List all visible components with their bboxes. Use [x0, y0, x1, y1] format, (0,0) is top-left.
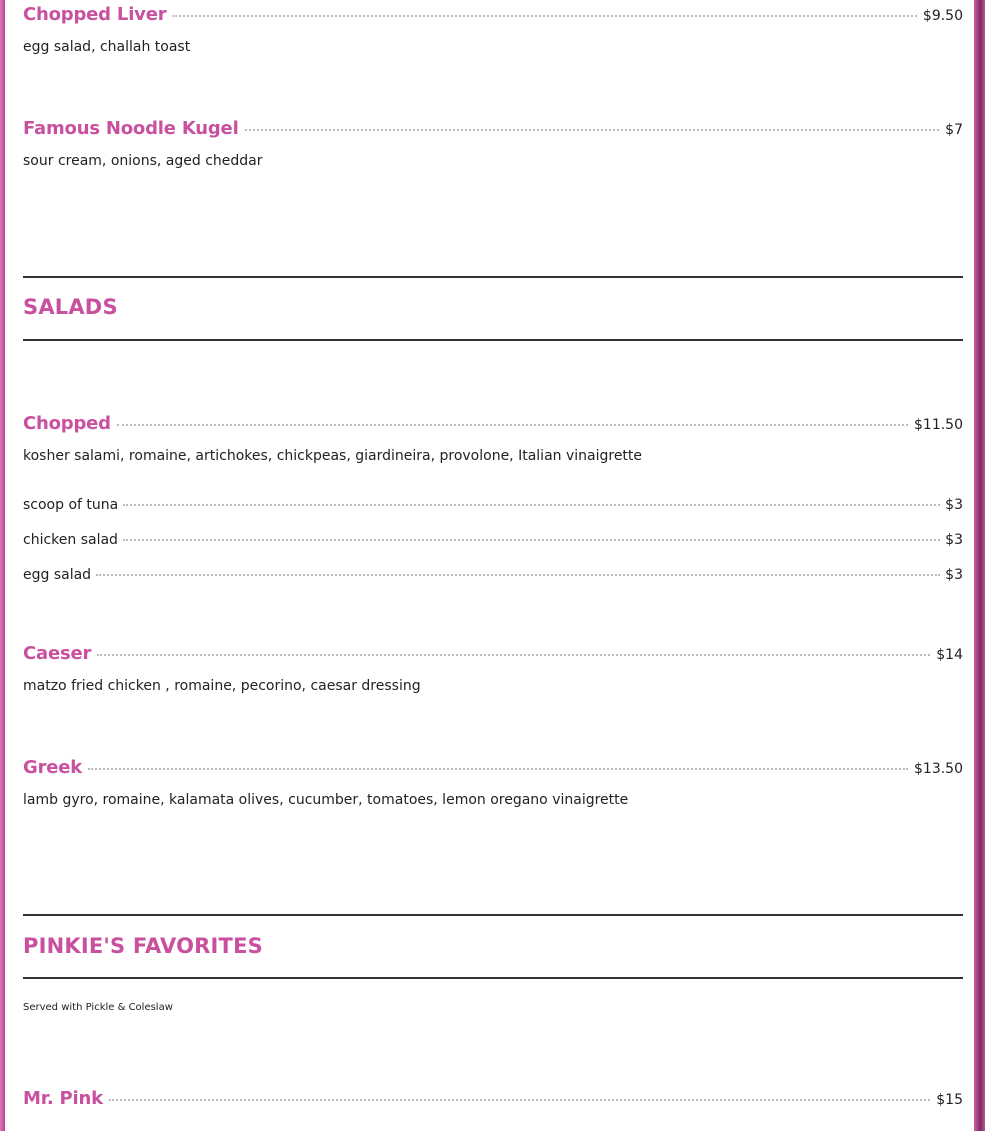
- menu-item-mr-pink: [23, 1088, 963, 1116]
- item-name: Mr. Pink: [23, 1088, 103, 1109]
- item-description: sour cream, onions, aged cheddar: [23, 153, 263, 169]
- dot-leader: [123, 504, 940, 506]
- menu-item-chopped-liver: [23, 4, 963, 55]
- dot-leader: [88, 768, 908, 770]
- menu-item-chopped: [23, 413, 963, 464]
- dot-leader: [123, 539, 940, 541]
- menu-page: [23, 0, 963, 1131]
- section-title-favorites: PINKIE'S FAVORITES: [23, 934, 263, 958]
- dot-leader: [172, 15, 917, 17]
- item-price: $13.50: [914, 761, 963, 777]
- dot-leader: [109, 1099, 930, 1101]
- section-title-salads: SALADS: [23, 295, 118, 319]
- item-description: matzo fried chicken , romaine, pecorino, caesar dressing: [23, 678, 421, 694]
- addon-price: $3: [945, 532, 963, 548]
- addon-name: scoop of tuna: [23, 497, 119, 513]
- item-name: Chopped Liver: [23, 4, 167, 25]
- dot-leader: [97, 654, 930, 656]
- dot-leader: [96, 574, 940, 576]
- item-name: Famous Noodle Kugel: [23, 118, 239, 139]
- left-frame-border: [0, 0, 5, 1131]
- item-name: Caeser: [23, 643, 92, 664]
- addon-name: egg salad: [23, 567, 92, 583]
- addon-row: [23, 497, 963, 517]
- right-frame-border: [974, 0, 985, 1131]
- addon-price: $3: [945, 567, 963, 583]
- addon-price: $3: [945, 497, 963, 513]
- section-rule-top: [23, 914, 963, 916]
- item-price: $11.50: [914, 417, 963, 433]
- item-description: kosher salami, romaine, artichokes, chickpeas, giardineira, provolone, Italian vinaigrette: [23, 448, 643, 464]
- section-rule-bottom: [23, 339, 963, 341]
- item-price: $15: [936, 1092, 963, 1108]
- menu-item-caeser: [23, 643, 963, 694]
- addon-row: [23, 567, 963, 587]
- item-price: $9.50: [922, 8, 963, 24]
- item-description: lamb gyro, romaine, kalamata olives, cucumber, tomatoes, lemon oregano vinaigrette: [23, 792, 629, 808]
- item-name: Greek: [23, 757, 83, 778]
- item-name: Chopped: [23, 413, 111, 434]
- section-rule-bottom: [23, 977, 963, 979]
- item-price: $14: [936, 647, 963, 663]
- item-price: $7: [945, 122, 963, 138]
- section-rule-top: [23, 276, 963, 278]
- menu-item-greek: [23, 757, 963, 808]
- dot-leader: [245, 129, 940, 131]
- section-note: Served with Pickle & Coleslaw: [23, 1002, 173, 1013]
- item-description: egg salad, challah toast: [23, 39, 191, 55]
- dot-leader: [117, 424, 908, 426]
- addon-name: chicken salad: [23, 532, 118, 548]
- addon-row: [23, 532, 963, 552]
- menu-item-noodle-kugel: [23, 118, 963, 169]
